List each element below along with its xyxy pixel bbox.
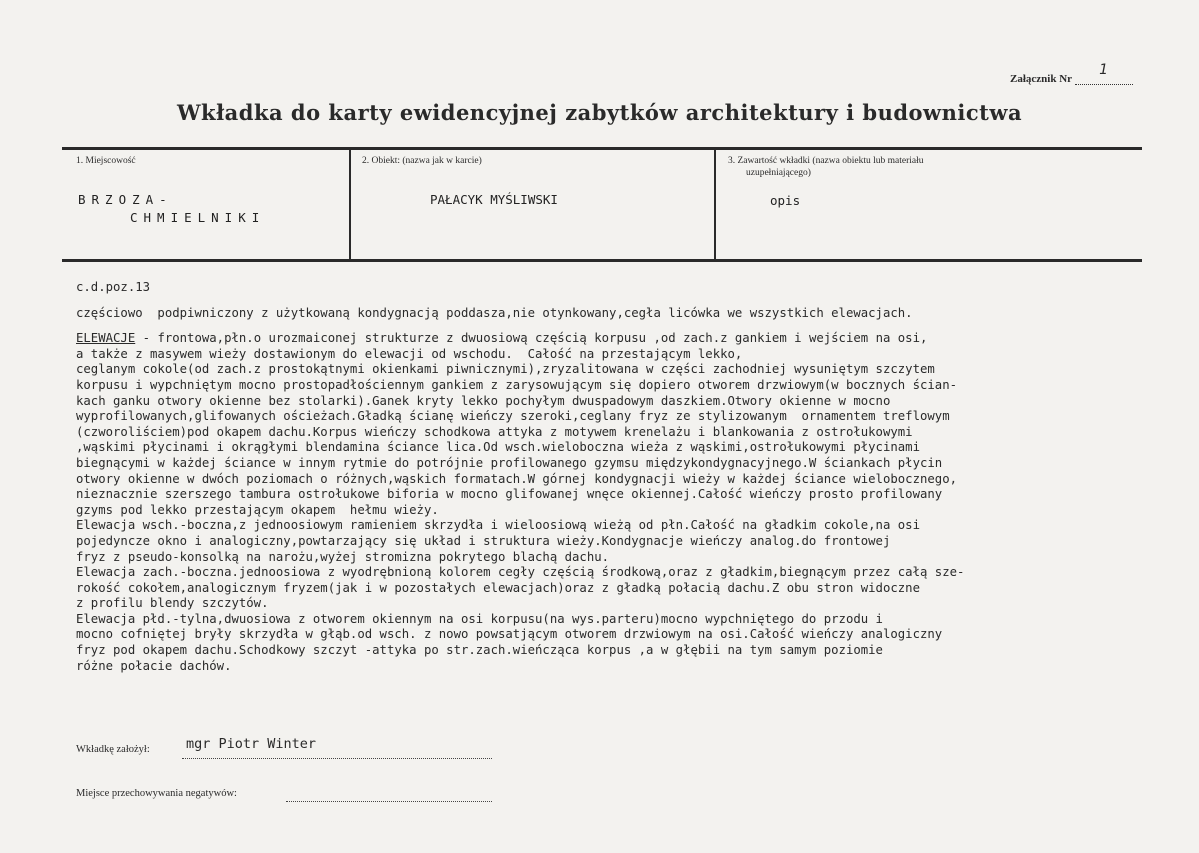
continuation-line: c.d.poz.13 <box>76 280 151 294</box>
text-line: rokość cokołem,analogicznym fryzem(jak i w pozostałych elewacjach)oraz z gładką połacią dachu.Z obu stron widoczne <box>76 580 920 595</box>
table-top-rule <box>62 147 1142 150</box>
text-line: fryz pod okapem dachu.Schodkowy szczyt -attyka po str.zach.wieńcząca korpus ,a w głębii na tym samym poziomie <box>76 643 883 658</box>
text-line: otwory okienne w dwóch poziomach o różnych,wąskich formatach.W górnej kondygnacji wieży w każdej ściance wielobocznego, <box>76 471 957 486</box>
column-divider-2 <box>714 150 716 259</box>
text-line: biegnącymi w każdej ściance w innym rytmie do potrójnie profilowanego gzymsu międzykondygnacyjnego.W ściankach płycin <box>76 455 943 470</box>
annex-label-text: Załącznik Nr <box>1010 73 1072 85</box>
intro-line: częściowo podpiwniczony z użytkowaną kondygnacją poddasza,nie otynkowany,cegła licówka we wszystkich elewacjach. <box>76 305 913 320</box>
text-line: pojedyncze okno i analogiczny,powtarzający się układ i struktura wieży.Kondygnacje wieńczy analog.do frontowej <box>76 533 891 548</box>
text-line: gzyms pod lekko przestającym okapem hełmu wieży. <box>76 502 439 517</box>
text-line: a także z masywem wieży dostawionym do elewacji od wschodu. Całość na przestającym lekko, <box>76 346 743 361</box>
text-line: z profilu blendy szczytów. <box>76 596 269 611</box>
annex-number-field <box>1075 62 1133 85</box>
author-dotted-line <box>182 757 492 759</box>
text-line: Elewacja wsch.-boczna,z jednoosiowym ramieniem skrzydła i wieloosiową wieżą od płn.Całość na gładkim cokole,na osi <box>76 518 920 533</box>
text-line: ceglanym cokole(od zach.z prostokątnymi okienkami piwnicznymi),zryzalitowana w części zachodniej wysuniętym szczytem <box>76 362 935 377</box>
text-line: kach ganku otwory okienne bez stolarki).Ganek kryty lekko pochyłym dwuspadowym daszkiem.Otwory okienne w mocno <box>76 393 891 408</box>
object-label: 2. Obiekt: (nazwa jak w karcie) <box>362 156 482 166</box>
description-text <box>76 280 1146 674</box>
text-line: Elewacja zach.-boczna.jednoosiowa z wyodrębnioną kolorem cegły częścią środkową,oraz z gładkim,biegnącym przez całą sze- <box>76 565 965 580</box>
text-line: mocno cofniętej bryły skrzydła w głąb.od wsch. z nowo powsatjącym otworem drzwiowym na osi.Całość wieńczy analogiczny <box>76 627 943 642</box>
page-title: Wkładka do karty ewidencyjnej zabytków architektury i budownictwa <box>176 100 1023 125</box>
object-value: PAŁACYK MYŚLIWSKI <box>430 192 558 207</box>
table-bottom-rule <box>62 259 1142 262</box>
text-line: nieznacznie szerszego tambura ostrołukowe biforia w mocno glifowanej wnęce okiennej.Całość wieńczy prosto profilowany <box>76 487 943 502</box>
text-line: różne połacie dachów. <box>76 658 232 673</box>
negatives-dotted-line <box>286 800 492 802</box>
text-line: ELEWACJE - frontowa,płn.o urozmaiconej strukturze z dwuosiową częścią korpusu ,od zach.z gankiem i wejściem na osi, <box>76 331 928 346</box>
elevations-heading: ELEWACJE <box>76 331 136 346</box>
place-value-line1: BRZOZA- <box>78 192 173 207</box>
content-value: opis <box>770 193 801 208</box>
author-value: mgr Piotr Winter <box>186 736 317 752</box>
text-line: korpusu i wypchniętym mocno prostopadłościennym gankiem z zarysowującym się dopiero otworem drzwiowym(w bocznych ścian- <box>76 377 957 392</box>
place-value-line2: CHMIELNIKI <box>130 210 266 225</box>
negatives-label: Miejsce przechowywania negatywów: <box>76 788 237 799</box>
place-label: 1. Miejscowość <box>76 156 136 166</box>
text-line: (czworoliściem)pod okapem dachu.Korpus wieńczy schodkowa attyka z motywem krenelażu i blankowania z ostrołukowymi <box>76 424 913 439</box>
text-line: fryz z pseudo-konsolką na narożu,wyżej stromizna pokrytego blachą dachu. <box>76 549 610 564</box>
text-line: ,wąskimi płycinami i okrągłymi blendamina ściance lica.Od wsch.wieloboczna wieża z wąskimi,ostrołukowymi płycinami <box>76 440 920 455</box>
text-line: Elewacja płd.-tylna,dwuosiowa z otworem okiennym na osi korpusu(na wys.parteru)mocno wypchniętego do przodu i <box>76 611 883 626</box>
content-label-line2: uzupełniającego) <box>746 168 811 178</box>
text-line: wyprofilowanych,glifowanych ościeżach.Gładką ścianę wieńczy szeroki,ceglany fryz ze stylizowanym ornamentem treflowym <box>76 409 950 424</box>
author-label: Wkładkę założył: <box>76 744 150 755</box>
annex-label <box>1010 62 1133 87</box>
column-divider-1 <box>349 150 351 259</box>
annex-number: 1 <box>1099 62 1109 78</box>
content-label-line1: 3. Zawartość wkładki (nazwa obiektu lub materiału <box>728 156 924 166</box>
